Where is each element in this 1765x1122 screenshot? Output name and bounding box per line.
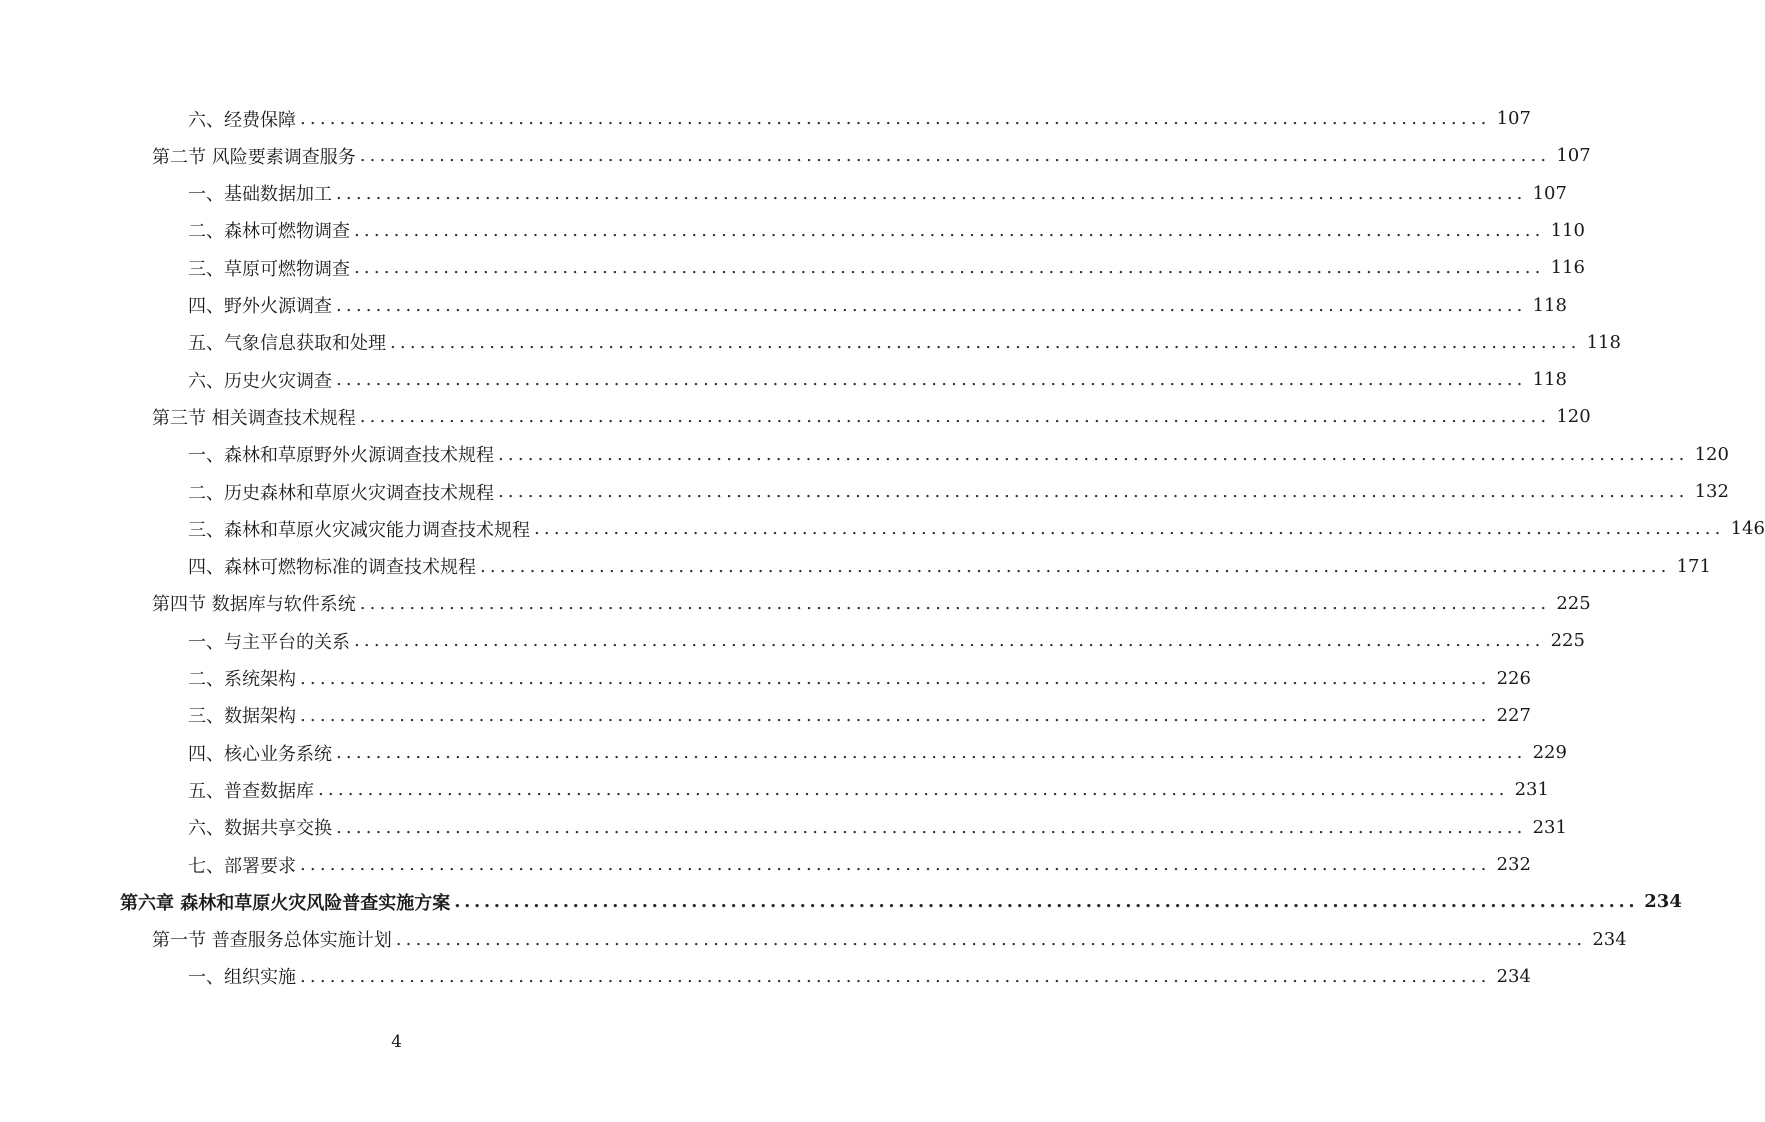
toc-entry-page: 120 bbox=[1694, 443, 1729, 465]
toc-entry-page: 107 bbox=[1556, 145, 1591, 167]
toc-entry-label: 二、历史森林和草原火灾调查技术规程 bbox=[188, 482, 494, 504]
toc-dot-leader: ........................................................................................................................ bbox=[336, 742, 1527, 764]
toc-entry-label: 四、野外火源调查 bbox=[188, 296, 332, 317]
toc-dot-leader: ........................................................................................................................ bbox=[336, 816, 1527, 838]
toc-entry-page: 227 bbox=[1496, 704, 1531, 726]
page-number: 4 bbox=[391, 1032, 402, 1052]
toc-dot-leader: ........................................................................................................................ bbox=[480, 555, 1671, 577]
toc-entry-label: 三、草原可燃物调查 bbox=[188, 258, 350, 280]
toc-entry-item[interactable] bbox=[188, 324, 1621, 361]
toc-dot-leader: ........................................................................................................................ bbox=[454, 891, 1639, 913]
toc-entry-label: 五、普查数据库 bbox=[188, 780, 314, 802]
toc-entry-page: 234 bbox=[1644, 891, 1682, 913]
toc-entry-label: 一、组织实施 bbox=[188, 967, 296, 989]
toc-dot-leader: ........................................................................................................................ bbox=[359, 145, 1551, 167]
toc-dot-leader: ........................................................................................................................ bbox=[300, 704, 1491, 726]
toc-entry-page: 231 bbox=[1532, 816, 1567, 838]
toc-entry-page: 225 bbox=[1550, 630, 1585, 652]
toc-dot-leader: ........................................................................................................................ bbox=[390, 331, 1581, 353]
toc-entry-label: 三、森林和草原火灾减灾能力调查技术规程 bbox=[188, 519, 530, 541]
toc-dot-leader: ........................................................................................................................ bbox=[354, 219, 1545, 241]
toc-entry-item[interactable] bbox=[188, 249, 1585, 286]
toc-entry-item[interactable] bbox=[188, 734, 1567, 771]
toc-entry-label: 第一节 普查服务总体实施计划 bbox=[152, 930, 392, 952]
toc-entry-section[interactable] bbox=[152, 137, 1591, 174]
toc-dot-leader: ........................................................................................................................ bbox=[300, 667, 1491, 689]
toc-entry-page: 146 bbox=[1730, 518, 1765, 540]
toc-entry-label: 第四节 数据库与软件系统 bbox=[152, 594, 356, 616]
toc-entry-page: 107 bbox=[1496, 108, 1531, 129]
toc-dot-leader: ........................................................................................................................ bbox=[359, 406, 1551, 428]
toc-entry-item[interactable] bbox=[188, 175, 1567, 212]
toc-dot-leader: ........................................................................................................................ bbox=[300, 965, 1491, 987]
toc-entry-label: 六、经费保障 bbox=[188, 109, 296, 131]
toc-dot-leader: ........................................................................................................................ bbox=[336, 182, 1527, 204]
toc-entry-label: 第六章 森林和草原火灾风险普查实施方案 bbox=[120, 892, 451, 914]
toc-entry-page: 171 bbox=[1676, 555, 1711, 577]
toc-entry-item[interactable] bbox=[188, 436, 1729, 473]
toc-entry-item[interactable] bbox=[188, 548, 1711, 585]
toc-entry-chapter[interactable] bbox=[120, 883, 1682, 920]
toc-dot-leader: ........................................................................................................................ bbox=[395, 928, 1587, 950]
toc-dot-leader: ........................................................................................................................ bbox=[498, 481, 1689, 502]
toc-entry-item[interactable] bbox=[188, 622, 1585, 659]
toc-entry-page: 229 bbox=[1532, 742, 1567, 764]
toc-entry-page: 234 bbox=[1496, 965, 1531, 987]
toc-entry-item[interactable] bbox=[188, 846, 1531, 883]
toc-entry-page: 107 bbox=[1532, 182, 1567, 204]
toc-entry-page: 132 bbox=[1694, 481, 1729, 502]
toc-dot-leader: ........................................................................................................................ bbox=[498, 443, 1689, 465]
toc-entry-page: 226 bbox=[1496, 667, 1531, 689]
toc-entry-label: 一、森林和草原野外火源调查技术规程 bbox=[188, 445, 494, 467]
toc-entry-page: 116 bbox=[1550, 257, 1585, 279]
toc-entry-page: 118 bbox=[1532, 369, 1567, 391]
toc-entry-item[interactable] bbox=[188, 100, 1531, 137]
toc-entry-label: 四、核心业务系统 bbox=[188, 743, 332, 765]
toc-entry-label: 第二节 风险要素调查服务 bbox=[152, 146, 356, 168]
toc-entry-item[interactable] bbox=[188, 958, 1531, 995]
toc-dot-leader: ........................................................................................................................ bbox=[534, 518, 1725, 540]
toc-entry-page: 225 bbox=[1556, 592, 1591, 614]
toc-dot-leader: ........................................................................................................................ bbox=[318, 779, 1509, 801]
toc-entry-page: 118 bbox=[1586, 331, 1621, 353]
toc-entry-label: 一、与主平台的关系 bbox=[188, 631, 350, 653]
toc-entry-item[interactable] bbox=[188, 212, 1585, 249]
toc-entry-page: 110 bbox=[1550, 219, 1585, 241]
toc-dot-leader: ........................................................................................................................ bbox=[354, 630, 1545, 652]
toc-dot-leader: ........................................................................................................................ bbox=[354, 257, 1545, 279]
toc-entry-label: 一、基础数据加工 bbox=[188, 184, 332, 206]
toc-entry-label: 六、数据共享交换 bbox=[188, 818, 332, 840]
toc-entry-item[interactable] bbox=[188, 510, 1765, 547]
toc-entry-item[interactable] bbox=[188, 287, 1567, 324]
toc-entry-page: 232 bbox=[1496, 854, 1531, 875]
toc-entry-item[interactable] bbox=[188, 771, 1549, 808]
toc-entry-label: 第三节 相关调查技术规程 bbox=[152, 407, 356, 429]
toc-entry-item[interactable] bbox=[188, 809, 1567, 846]
toc-entry-section[interactable] bbox=[152, 921, 1627, 958]
toc-entry-page: 120 bbox=[1556, 406, 1591, 428]
toc-entry-section[interactable] bbox=[152, 585, 1591, 622]
toc-entry-label: 二、森林可燃物调查 bbox=[188, 221, 350, 243]
toc-entry-item[interactable] bbox=[188, 697, 1531, 734]
toc-dot-leader: ........................................................................................................................ bbox=[336, 369, 1527, 391]
toc-entry-label: 六、历史火灾调查 bbox=[188, 370, 332, 392]
toc-entry-page: 118 bbox=[1532, 294, 1567, 316]
toc-dot-leader: ........................................................................................................................ bbox=[300, 108, 1491, 129]
toc-entry-label: 二、系统架构 bbox=[188, 669, 296, 690]
toc-dot-leader: ........................................................................................................................ bbox=[336, 294, 1527, 316]
toc-dot-leader: ........................................................................................................................ bbox=[359, 592, 1551, 614]
toc-entry-item[interactable] bbox=[188, 361, 1567, 398]
toc-entry-label: 三、数据架构 bbox=[188, 706, 296, 728]
toc-entry-label: 五、气象信息获取和处理 bbox=[188, 333, 386, 355]
toc-entry-section[interactable] bbox=[152, 398, 1591, 435]
toc-entry-item[interactable] bbox=[188, 473, 1729, 510]
toc-dot-leader: ........................................................................................................................ bbox=[300, 854, 1491, 875]
toc-entry-item[interactable] bbox=[188, 660, 1531, 697]
toc-entry-label: 四、森林可燃物标准的调查技术规程 bbox=[188, 557, 476, 579]
toc-entry-page: 234 bbox=[1592, 928, 1627, 950]
toc-entry-page: 231 bbox=[1514, 779, 1549, 801]
toc-entry-label: 七、部署要求 bbox=[188, 855, 296, 877]
